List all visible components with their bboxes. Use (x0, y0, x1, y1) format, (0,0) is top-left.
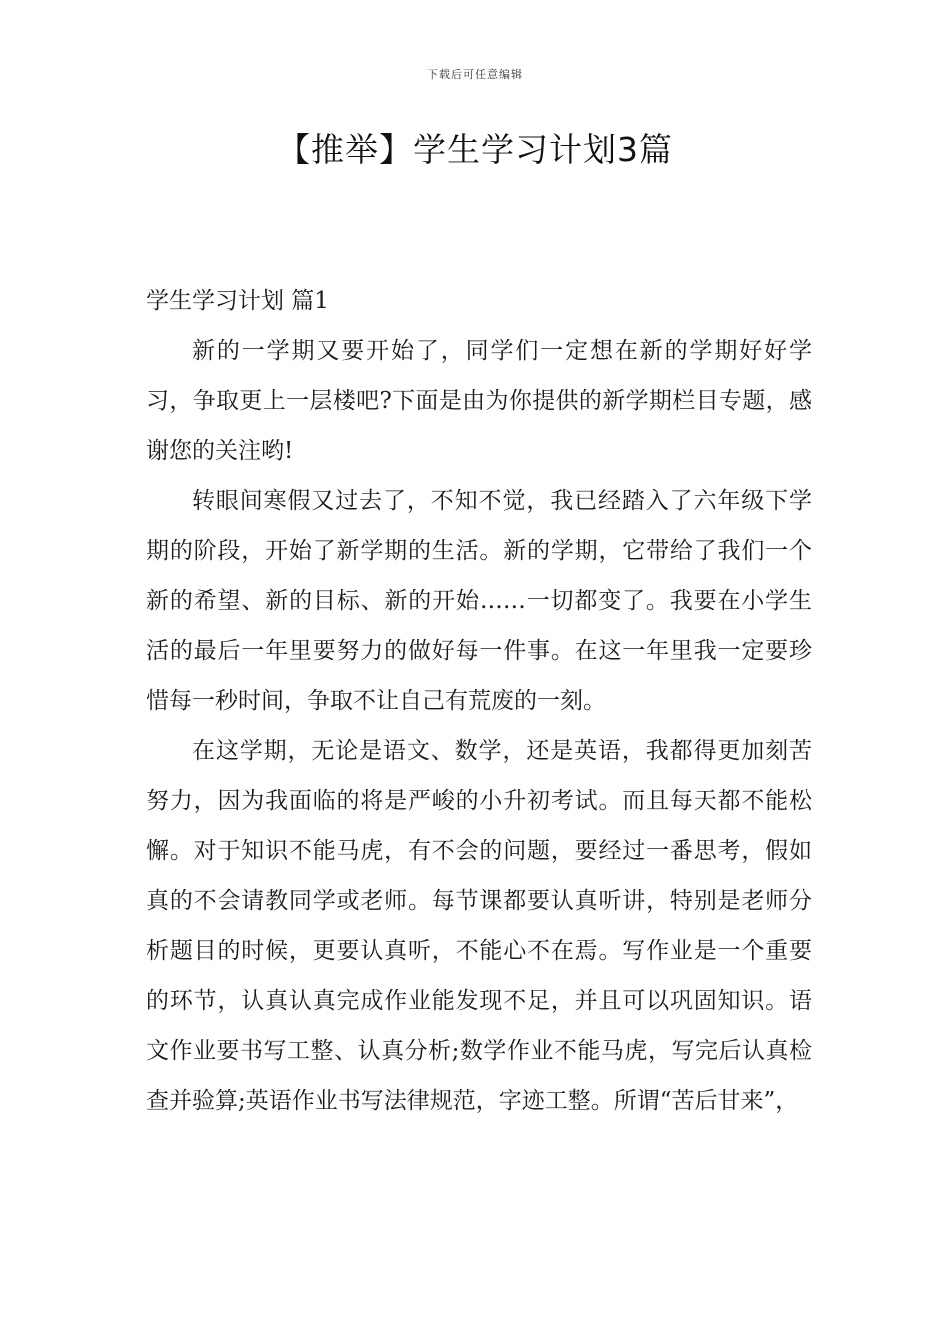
document-title: 【推举】学生学习计划3篇 (277, 130, 673, 169)
paragraph-intro: 新的一学期又要开始了，同学们一定想在新的学期好好学习，争取更上一层楼吧?下面是由为你提供的新学期栏目专题，感谢您的关注哟! (146, 338, 812, 464)
paragraph-new-semester: 转眼间寒假又过去了，不知不觉，我已经踏入了六年级下学期的阶段，开始了新学期的生活。新的学期，它带给了我们一个新的希望、新的目标、新的开始……一切都变了。我要在小学生活的最后一年里要努力的做好每一件事。在这一年里我一定要珍惜每一秒时间，争取不让自己有荒废的一刻。 (146, 488, 812, 714)
paragraph-study-plan: 在这学期，无论是语文、数学，还是英语，我都得更加刻苦努力，因为我面临的将是严峻的小升初考试。而且每天都不能松懈。对于知识不能马虎，有不会的问题，要经过一番思考，假如真的不会请教同学或老师。每节课都要认真听讲，特别是老师分析题目的时候，更要认真听，不能心不在焉。写作业是一个重要的环节，认真认真完成作业能发现不足，并且可以巩固知识。语文作业要书写工整、认真分析;数学作业不能马虎，写完后认真检查并验算;英语作业书写法律规范，字迹工整。所谓“苦后甘来”， (146, 738, 812, 1114)
document-body (146, 276, 812, 1126)
header-note: 下载后可任意编辑 (427, 68, 523, 81)
section-heading: 学生学习计划 篇1 (146, 288, 329, 314)
